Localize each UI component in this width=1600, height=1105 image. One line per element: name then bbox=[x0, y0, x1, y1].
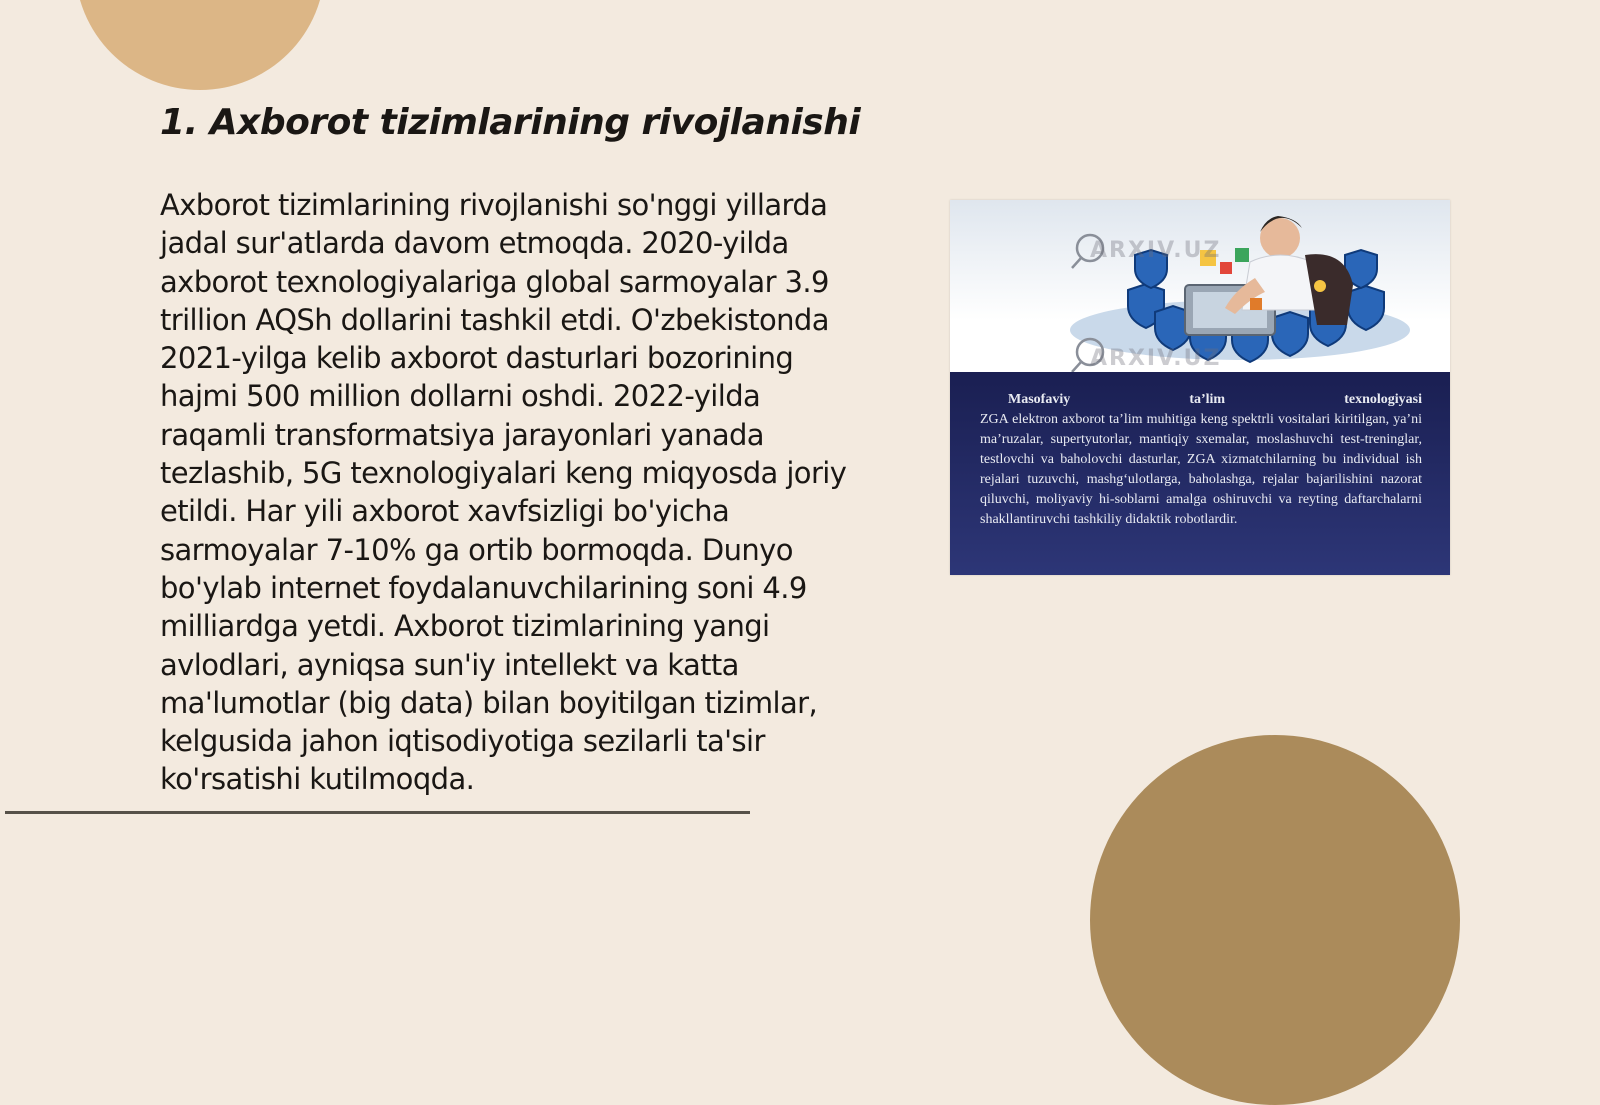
watermark-text-top: ARXIV.UZ bbox=[1090, 238, 1222, 263]
image-caption bbox=[980, 390, 1422, 530]
caption-heading bbox=[980, 390, 1422, 410]
illustration-photo bbox=[950, 200, 1450, 372]
illustration-image bbox=[950, 200, 1450, 575]
slide-title: 1. Axborot tizimlarining rivojlanishi bbox=[160, 102, 861, 143]
decorative-line bbox=[5, 811, 750, 814]
decorative-circle-top bbox=[75, 0, 325, 90]
watermark-text-bottom: ARXIV.UZ bbox=[1090, 346, 1222, 371]
caption-heading-word-2: ta’lim bbox=[1189, 392, 1226, 407]
decorative-circle-bottom bbox=[1090, 735, 1460, 1105]
slide-body-text: Axborot tizimlarining rivojlanishi so'nggi yillarda jadal sur'atlarda davom etmoqda. 2020-yilda axborot texnologiyalariga global sarmoyalar 3.9 trillion AQSh dollarini tashkil etdi. O'zbekistonda 2021-yilga kelib axborot dasturlari bozorining hajmi 500 million dollarni oshdi. 2022-yilda raqamli transformatsiya jarayonlari yanada tezlashib, 5G texnologiyalari keng miqyosda joriy etildi. Har yili axborot xavfsizligi bo'yicha sarmoyalar 7-10% ga ortib bormoqda. Dunyo bo'ylab internet foydalanuvchilarining soni 4.9 milliardga yetdi. Axborot tizimlarining yangi avlodlari, ayniqsa sun'iy intellekt va katta ma'lumotlar (big data) bilan boyitilgan tizimlar, kelgusida jahon iqtisodiyotiga sezilarli ta'sir ko'rsatishi kutilmoqda. bbox=[160, 188, 847, 797]
caption-heading-word-3: texnologiyasi bbox=[1344, 392, 1422, 407]
caption-heading-word-1: Masofaviy bbox=[1008, 392, 1071, 407]
caption-text: ZGA elektron axborot ta’lim muhitiga keng spektrli vositalari kiritilgan, ya’ni ma’ruzalar, supertyutorlar, mantiqiy sxemalar, moslashuvchi test-treninglar, testlovchi va baholovchi dasturlar, ZGA xizmatchilarning bu individual ish rejalari tuzuvchi, mashg‘ulotlarga, baholashga, rejalar bajarilishini nazorat qiluvchi, moliyaviy hi-soblarni amalga oshiruvchi va reyting daftarchalarni shakllantiruvchi tashkiliy didaktik robotlardir. bbox=[980, 412, 1422, 527]
caption-panel bbox=[950, 372, 1450, 575]
